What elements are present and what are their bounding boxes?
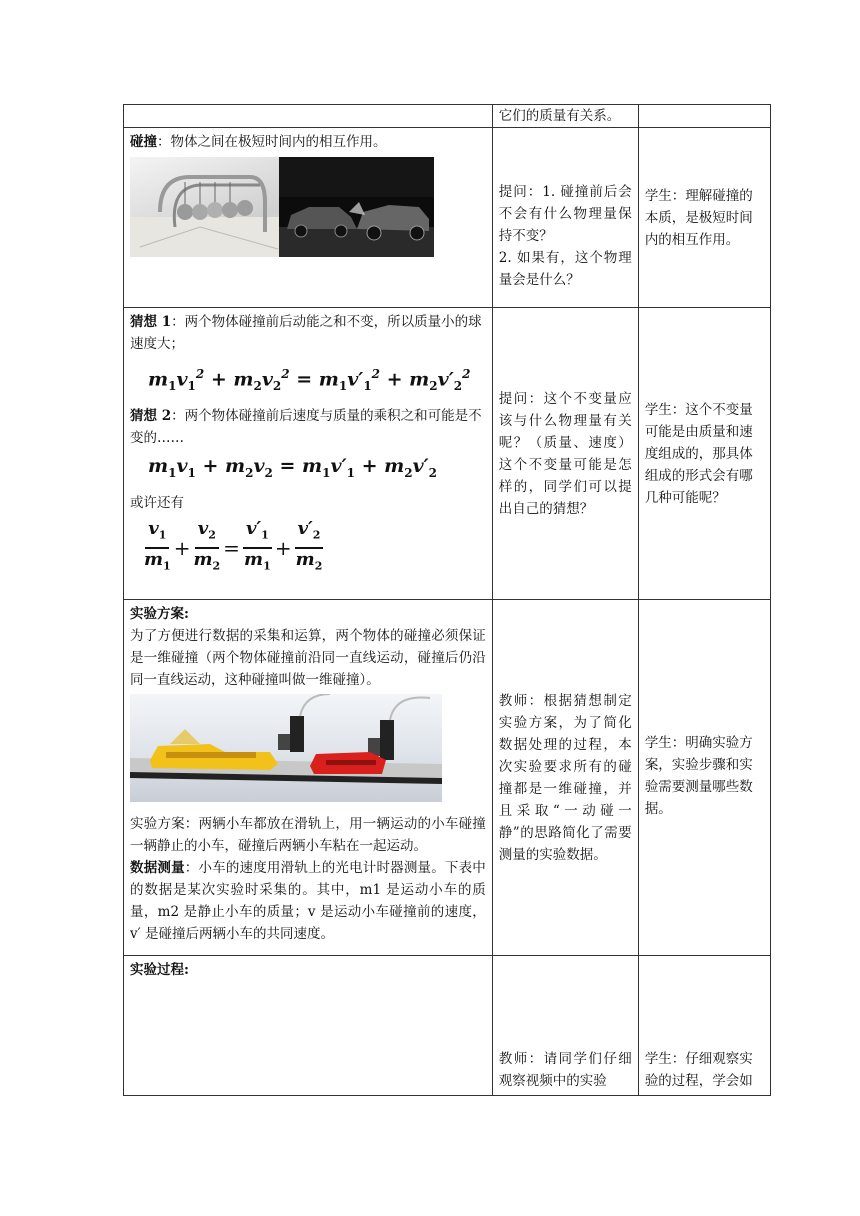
guess-2-text: ：两个物体碰撞前后速度与质量的乘积之和可能是不变的…… — [130, 408, 482, 447]
measure-text — [130, 857, 486, 945]
cell-teacher: 提问：这个不变量应该与什么物理量有关呢？（质量、速度）这个不变量可能是怎样的，同学们可以提出自己的猜想？ — [492, 308, 638, 600]
cell-student: 学生：明确实验方案，实验步骤和实验需要测量哪些数据。 — [638, 600, 770, 956]
cell-student: 学生：这个不变量可能是由质量和速度组成的，那具体组成的形式会有哪几种可能呢？ — [638, 308, 770, 600]
plan2-text: 实验方案：两辆小车都放在滑轨上，用一辆运动的小车碰撞一辆静止的小车，碰撞后两辆小车粘在一起运动。 — [130, 816, 486, 854]
cell-teacher — [492, 128, 638, 308]
guess-2 — [130, 405, 486, 449]
air-track-carts-image — [130, 694, 442, 802]
lesson-table — [123, 104, 771, 1096]
table-row — [124, 956, 771, 1096]
cell-student: 学生：理解碰撞的本质，是极短时间内的相互作用。 — [638, 128, 770, 308]
kinetic-energy-equation: $m_1v_1^2 + m_2v_2^2 = m_1v'_1^2 + m_2v'_2^2$ — [148, 367, 471, 394]
table-row — [124, 105, 771, 128]
teacher-question-1: 提问：1. 碰撞前后会不会有什么物理量保持不变？ — [498, 184, 632, 244]
guess-2-label: 猜想 2 — [130, 408, 172, 425]
cell-student — [638, 105, 770, 128]
table-row — [124, 128, 771, 308]
plan-label: 实验方案: — [130, 606, 189, 622]
cell-activity — [124, 956, 493, 1096]
newtons-cradle-image — [130, 157, 279, 257]
cell-student: 学生：仔细观察实验的过程，学会如 — [638, 956, 770, 1096]
cell-activity — [124, 128, 493, 308]
collision-text: ：物体之间在极短时间内的相互作用。 — [157, 134, 387, 150]
cell-activity — [124, 600, 493, 956]
guess-1 — [130, 311, 486, 355]
ratio-equation: $\frac{v_1}{m_1}$ + $\frac{v_2}{m_2}$ = $\frac{v'_1}{m_1}$ + $\frac{v'_2}{m_2}$ — [144, 517, 323, 573]
cell-teacher: 教师：请同学们仔细观察视频中的实验 — [492, 956, 638, 1096]
maybe-text: 或许还有 — [130, 494, 184, 511]
guess-1-label: 猜想 1 — [130, 314, 172, 330]
cell-teacher: 教师：根据猜想制定实验方案，为了简化数据处理的过程，本次实验要求所有的碰撞都是一维碰撞，并且采取“一动碰一静”的思路简化了需要测量的实验数据。 — [492, 600, 638, 956]
measure-body: ：小车的速度用滑轨上的光电计时器测量。下表中的数据是某次实验时采集的。其中，m1 是运动小车的质量，m2 是静止小车的质量；v 是运动小车碰撞前的速度，v′ 是碰撞后两辆小车的共同速度。 — [130, 860, 486, 942]
table-row — [124, 308, 771, 600]
process-label: 实验过程: — [130, 962, 189, 978]
cell-teacher: 它们的质量有关系。 — [492, 105, 638, 128]
measure-label: 数据测量 — [130, 860, 185, 876]
collision-label: 碰撞 — [130, 134, 157, 150]
teacher-question-2: 2. 如果有，这个物理量会是什么？ — [498, 250, 632, 288]
plan-text: 为了方便进行数据的采集和运算，两个物体的碰撞必须保证是一维碰撞（两个物体碰撞前沿同一直线运动，碰撞后仍沿同一直线运动，这种碰撞叫做一维碰撞）。 — [130, 628, 486, 688]
cell-activity — [124, 308, 493, 600]
car-crash-image — [279, 157, 434, 257]
table-row — [124, 600, 771, 956]
cell-activity — [124, 105, 493, 128]
momentum-equation: $m_1v_1 + m_2v_2 = m_1v'_1 + m_2v'_2$ — [148, 455, 437, 480]
collision-definition — [130, 131, 486, 153]
guess-1-text: ：两个物体碰撞前后动能之和不变，所以质量小的球速度大； — [130, 314, 482, 352]
